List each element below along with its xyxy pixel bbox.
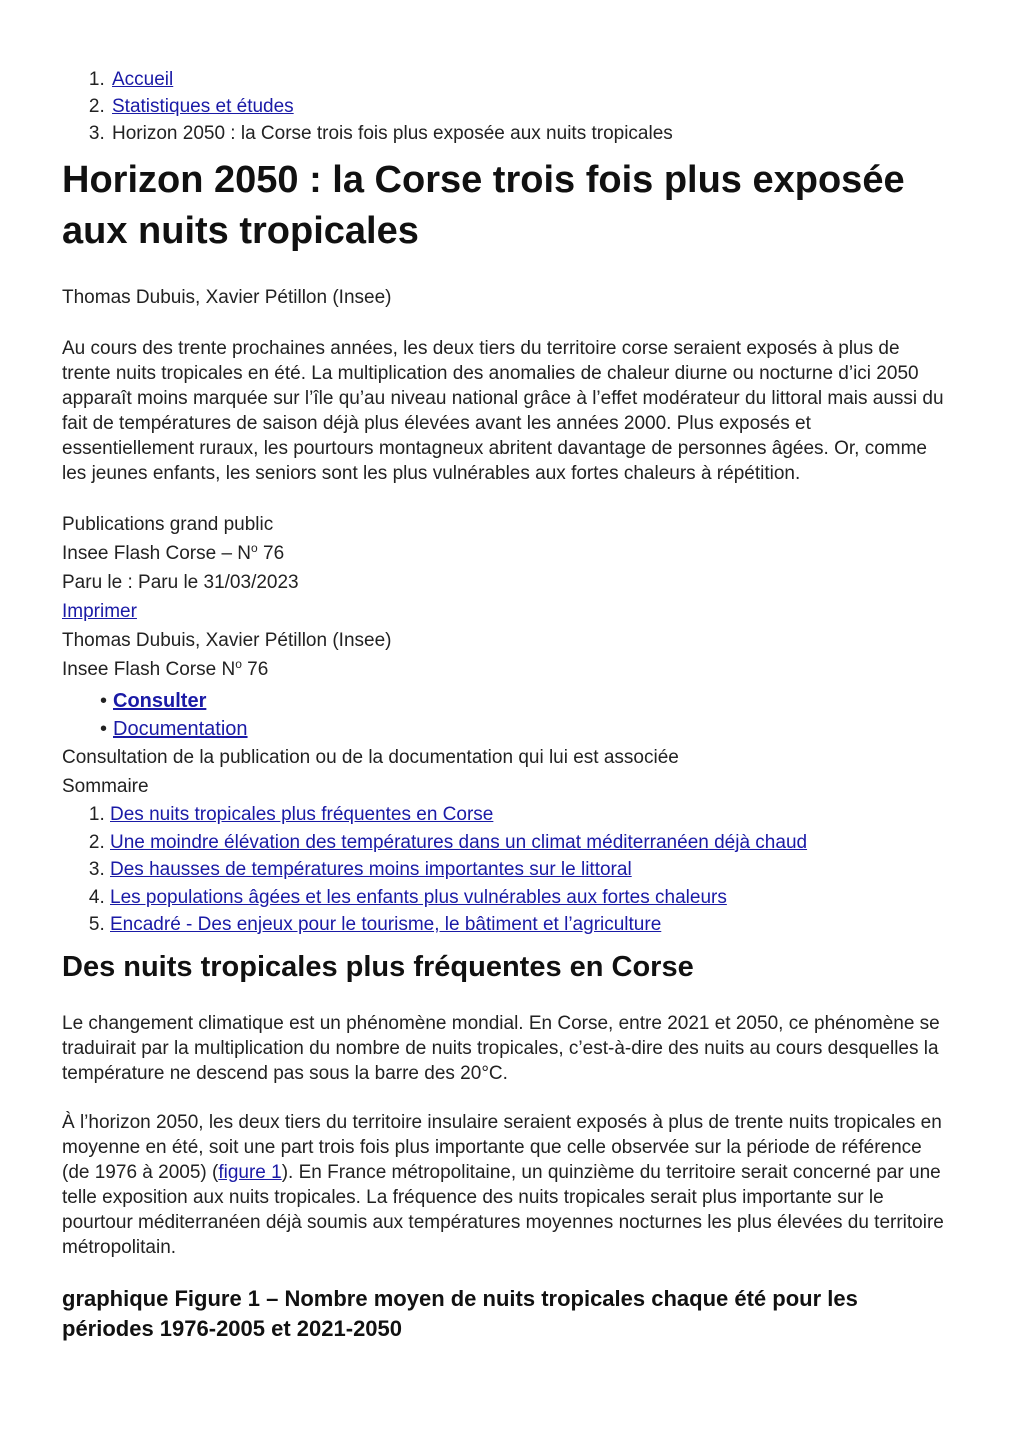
toc-link-4[interactable]: Les populations âgées et les enfants plus vulnérables aux fortes chaleurs [110,886,727,908]
tab-documentation[interactable]: Documentation [113,718,248,740]
toc-link-2[interactable]: Une moindre élévation des températures dans un climat méditerranéen déjà chaud [110,831,808,853]
breadcrumb-item-current: 3. Horizon 2050 : la Corse trois fois plus exposée aux nuits tropicales [110,120,946,147]
tab-consult-item [100,687,946,715]
toc-item [110,829,946,857]
breadcrumb-item-stats [110,93,946,120]
lead-paragraph: Au cours des trente prochaines années, les deux tiers du territoire corse seraient exposés à plus de trente nuits tropicales en été. La multiplication des anomalies de chaleur diurne ou nocturne d’ici 2050 apparaît moins marquée sur l’île qu’au niveau national grâce à l’effet modérateur du littoral mais aussi du fait de températures de saison déjà plus élevées avant les années 2000. Plus exposés et essentiellement ruraux, les pourtours montagneux abritent davantage de personnes âgées. Or, comme les jeunes enfants, les seniors sont les plus vulnérables aux fortes chaleurs à répétition. [62,338,944,484]
toc-item [110,884,946,912]
breadcrumb-item-home [110,66,946,93]
toc-link-5[interactable]: Encadré - Des enjeux pour le tourisme, le bâtiment et l’agriculture [110,914,662,935]
toc-link-3[interactable]: Des hausses de températures moins importantes sur le littoral [110,859,632,880]
toc-item [110,911,946,939]
tab-consult[interactable]: Consulter [113,690,207,712]
publication-authors: Thomas Dubuis, Xavier Pétillon (Insee) [62,630,392,651]
breadcrumb [62,66,946,147]
publication-collection: Insee Flash Corse – $N^o$ 76 [62,541,285,564]
consult-note: Consultation de la publication ou de la documentation qui lui est associée [62,747,679,768]
section-paragraph-1: Le changement climatique est un phénomène mondial. En Corse, entre 2021 et 2050, ce phénomène se traduirait par la multiplication du nombre de nuits tropicales, c’est-à-dire des nuits au cours desquelles la température ne descend pas sous la barre des 20°C. [62,1012,940,1084]
toc-item [110,856,946,884]
print-link[interactable]: Imprimer [62,601,137,622]
publication-collection-2: Insee Flash Corse $N^o$ 76 [62,657,269,680]
breadcrumb-link-home[interactable]: Accueil [112,69,174,90]
publication-tabs [62,687,946,743]
publication-category: Publications grand public [62,514,274,535]
toc-item [110,801,946,829]
figure-heading: graphique Figure 1 – Nombre moyen de nuits tropicales chaque été pour les périodes 1976-2005 et 2021-2050 [62,1285,858,1341]
toc-link-1[interactable]: Des nuits tropicales plus fréquentes en Corse [110,804,494,825]
table-of-contents [62,801,946,939]
section-heading: Des nuits tropicales plus fréquentes en Corse [62,950,694,983]
page-title: Horizon 2050 : la Corse trois fois plus exposée aux nuits tropicales [62,159,905,252]
figure-1-link[interactable]: figure 1 [218,1161,282,1183]
breadcrumb-link-stats[interactable]: Statistiques et études [112,96,294,117]
section-paragraph-2: À l’horizon 2050, les deux tiers du territoire insulaire seraient exposés à plus de trente nuits tropicales en moyenne en été, soit une part trois fois plus importante que celle observée sur la période de référence (de 1976 à 2005) (figure 1). En France métropolitaine, un quinzième du territoire serait concerné par une telle exposition aux nuits tropicales. La fréquence des nuits tropicales serait plus importante sur le pourtour méditerranéen déjà soumis aux températures moyennes nocturnes les plus élevées du territoire métropolitain. [62,1111,944,1258]
authors: Thomas Dubuis, Xavier Pétillon (Insee) [62,287,392,308]
summary-label: Sommaire [62,776,149,797]
tab-documentation-item [100,715,946,743]
publication-date: Paru le : Paru le 31/03/2023 [62,572,299,593]
publication-meta [62,510,946,684]
